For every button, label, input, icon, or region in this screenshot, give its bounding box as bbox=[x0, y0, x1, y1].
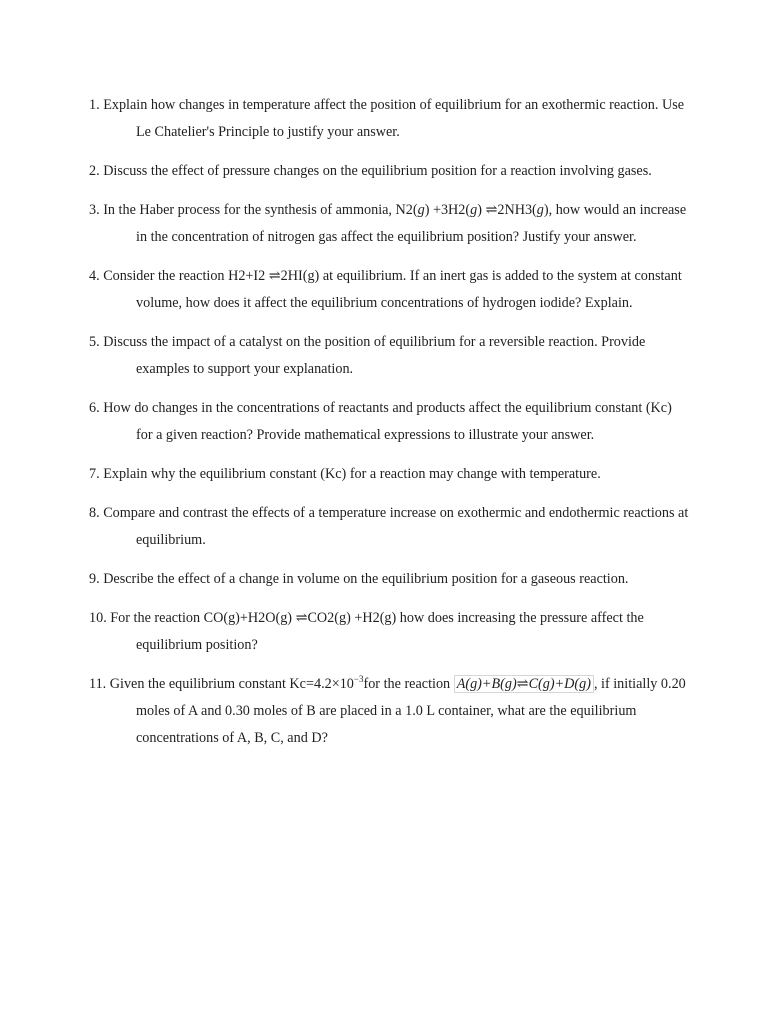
question-text: Explain why the equilibrium constant (Kc) for a reaction may change with temperature. bbox=[103, 466, 601, 482]
question-11 bbox=[89, 671, 689, 752]
question-number: 2. bbox=[89, 163, 100, 179]
question-number: 6. bbox=[89, 400, 100, 416]
question-number: 5. bbox=[89, 334, 100, 350]
gas-state-symbol: g bbox=[536, 202, 544, 218]
question-10 bbox=[89, 605, 689, 659]
question-text-part: ), how would an increase in the concentration of nitrogen gas affect the equilibrium position? Justify your answer. bbox=[136, 202, 687, 245]
question-number: 1. bbox=[89, 97, 100, 113]
question-4 bbox=[89, 263, 689, 317]
question-number: 8. bbox=[89, 505, 100, 521]
question-text: For the reaction CO(g)+H2O(g) ⇌CO2(g) +H2(g) how does increasing the pressure affect the equilibrium position? bbox=[110, 610, 644, 653]
question-number: 10. bbox=[89, 610, 107, 626]
question-text-part: , if initially 0.20 moles of A and 0.30 moles of B are placed in a 1.0 L container, what are the equilibrium concentrations of A, B, C, and D? bbox=[136, 676, 686, 746]
question-7 bbox=[89, 461, 689, 488]
gas-state-symbol: g bbox=[417, 202, 425, 218]
question-5 bbox=[89, 329, 689, 383]
question-9 bbox=[89, 566, 689, 593]
question-3 bbox=[89, 197, 689, 251]
question-text-part: ) ⇌2NH3( bbox=[477, 202, 537, 218]
question-text: Compare and contrast the effects of a temperature increase on exothermic and endothermic reactions at equilibrium. bbox=[103, 505, 689, 548]
question-1 bbox=[89, 92, 689, 146]
gas-state-symbol: g bbox=[470, 202, 478, 218]
question-text-part: In the Haber process for the synthesis of ammonia, N2( bbox=[103, 202, 418, 218]
question-text: Describe the effect of a change in volume on the equilibrium position for a gaseous reaction. bbox=[103, 571, 629, 587]
question-text-part: ) +3H2( bbox=[424, 202, 471, 218]
question-8 bbox=[89, 500, 689, 554]
question-6 bbox=[89, 395, 689, 449]
question-number: 3. bbox=[89, 202, 100, 218]
question-text: Explain how changes in temperature affect the position of equilibrium for an exothermic reaction. Use Le Chatelier's Principle to justify your answer. bbox=[103, 97, 685, 140]
question-text-part: for the reaction bbox=[363, 676, 454, 692]
question-number: 7. bbox=[89, 466, 100, 482]
reaction-formula: A(g)+B(g)⇌C(g)+D(g) bbox=[454, 675, 594, 693]
question-number: 4. bbox=[89, 268, 100, 284]
question-list bbox=[89, 92, 689, 764]
exponent: −3 bbox=[353, 674, 364, 684]
question-text: Discuss the impact of a catalyst on the position of equilibrium for a reversible reaction. Provide examples to support your explanation. bbox=[103, 334, 646, 377]
question-number: 9. bbox=[89, 571, 100, 587]
question-text: How do changes in the concentrations of reactants and products affect the equilibrium constant (Kc) for a given reaction? Provide mathematical expressions to illustrate your answer. bbox=[103, 400, 672, 443]
question-text: Discuss the effect of pressure changes on the equilibrium position for a reaction involving gases. bbox=[103, 163, 652, 179]
question-2 bbox=[89, 158, 689, 185]
question-text: Consider the reaction H2+I2 ⇌2HI(g) at equilibrium. If an inert gas is added to the system at constant volume, how does it affect the equilibrium concentrations of hydrogen iodide? Explain. bbox=[103, 268, 682, 311]
question-number: 11. bbox=[89, 676, 107, 692]
question-text-part: Given the equilibrium constant Kc=4.2×10 bbox=[109, 676, 354, 692]
